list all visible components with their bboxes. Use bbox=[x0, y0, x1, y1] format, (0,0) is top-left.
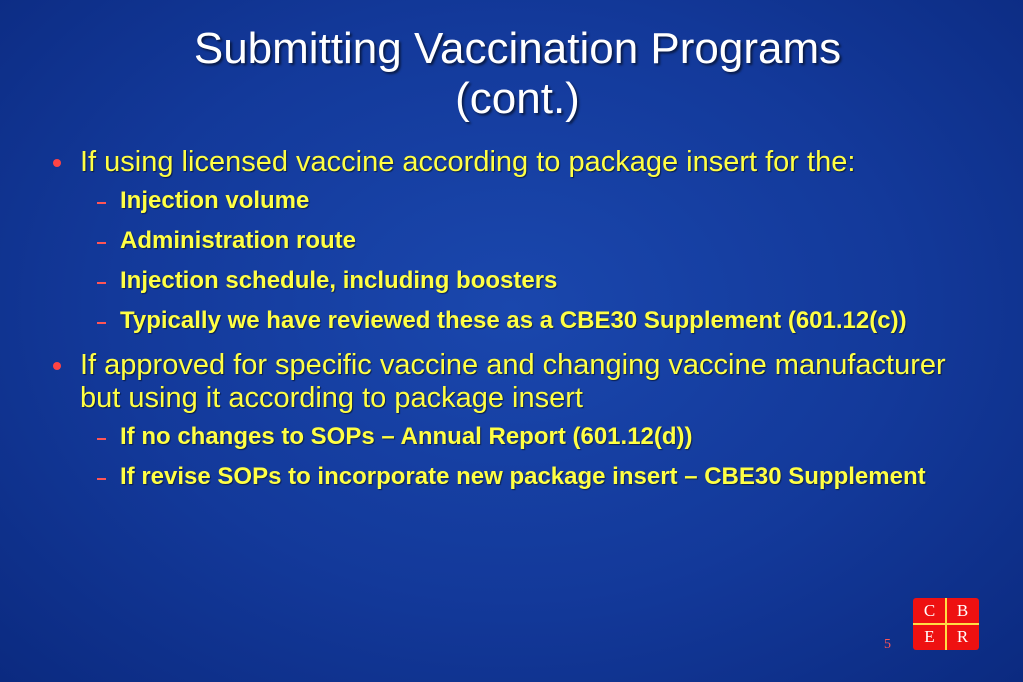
sub-item-text: Injection schedule, including boosters bbox=[120, 267, 558, 294]
slide-content bbox=[50, 146, 980, 491]
sub-item-text: Injection volume bbox=[120, 187, 310, 214]
page-number: 5 bbox=[884, 637, 891, 652]
dash-icon bbox=[97, 242, 106, 244]
sub-item-text: If revise SOPs to incorporate new package insert – CBE30 Supplement bbox=[120, 463, 926, 490]
sub-item bbox=[50, 187, 980, 215]
dash-icon bbox=[97, 478, 106, 480]
sub-list bbox=[50, 187, 980, 335]
dash-icon bbox=[97, 322, 106, 324]
bullet-item bbox=[50, 349, 980, 415]
slide-title-line-2: (cont.) bbox=[455, 74, 580, 123]
sub-list bbox=[50, 423, 980, 491]
sub-item-text: If no changes to SOPs – Annual Report (601.12(d)) bbox=[120, 423, 693, 450]
logo-letter-r: R bbox=[956, 627, 969, 646]
sub-item bbox=[50, 267, 980, 295]
sub-item bbox=[50, 463, 980, 491]
bullet-dot-icon bbox=[53, 159, 61, 167]
bullet-item bbox=[50, 146, 980, 179]
sub-item bbox=[50, 423, 980, 451]
bullet-text: If using licensed vaccine according to package insert for the: bbox=[80, 146, 856, 178]
bullet-dot-icon bbox=[53, 362, 61, 370]
dash-icon bbox=[97, 202, 106, 204]
logo-letter-b: B bbox=[956, 601, 969, 620]
logo-letter-e: E bbox=[924, 627, 935, 646]
bullet-text: If approved for specific vaccine and changing vaccine manufacturer but using it according to package insert bbox=[80, 349, 946, 414]
dash-icon bbox=[97, 282, 106, 284]
sub-item bbox=[50, 227, 980, 255]
dash-icon bbox=[97, 438, 106, 440]
sub-item bbox=[50, 307, 980, 335]
sub-item-text: Administration route bbox=[120, 227, 357, 254]
slide-title-line-1: Submitting Vaccination Programs bbox=[193, 24, 842, 73]
slide-title bbox=[60, 24, 975, 124]
cber-logo bbox=[913, 598, 979, 650]
logo-letter-c: C bbox=[923, 601, 936, 620]
logo-divider-horizontal bbox=[913, 623, 979, 625]
sub-item-text: Typically we have reviewed these as a CBE30 Supplement (601.12(c)) bbox=[120, 307, 907, 334]
